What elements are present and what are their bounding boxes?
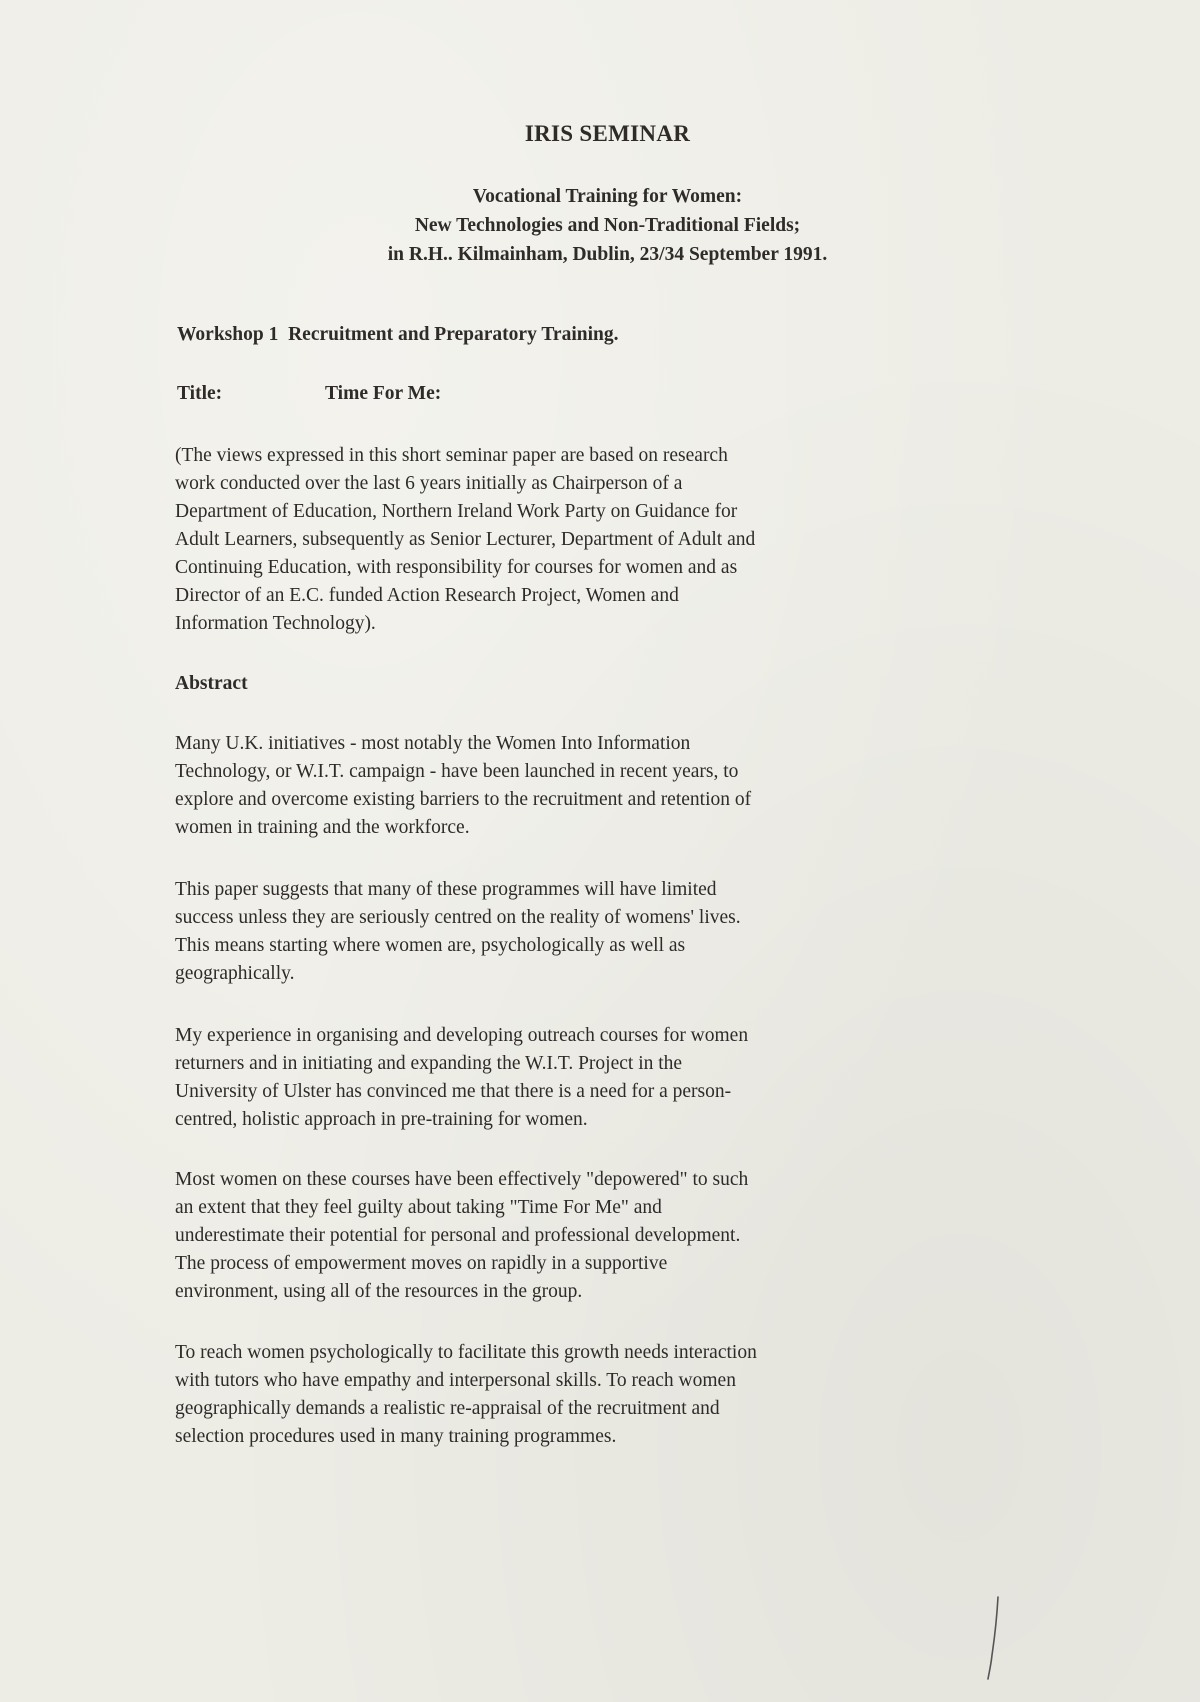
paper-title-label: Title: (177, 383, 223, 404)
body-paragraph (175, 876, 1055, 988)
text-line: underestimate their potential for personal and professional development. (175, 1225, 741, 1246)
text-line: centred, holistic approach in pre-training for women. (175, 1109, 588, 1130)
subtitle-line: in R.H.. Kilmainham, Dublin, 23/34 September 1991. (387, 244, 828, 265)
text-line: My experience in organising and developing outreach courses for women (175, 1025, 749, 1046)
body-paragraph (175, 1166, 1055, 1306)
abstract-heading: Abstract (175, 673, 248, 694)
workshop-text: Recruitment and Preparatory Training. (288, 324, 619, 345)
text-line: Department of Education, Northern Ireland Work Party on Guidance for (175, 501, 738, 522)
text-line: Continuing Education, with responsibility for courses for women and as (175, 557, 738, 578)
text-line: geographically demands a realistic re-appraisal of the recruitment and (175, 1398, 720, 1419)
text-line: To reach women psychologically to facilitate this growth needs interaction (175, 1342, 757, 1363)
text-line: Information Technology). (175, 613, 376, 634)
text-line: Most women on these courses have been effectively "depowered" to such (175, 1169, 749, 1190)
text-line: (The views expressed in this short seminar paper are based on research (175, 445, 728, 466)
body-paragraph (175, 1022, 1055, 1134)
document-subtitle (0, 182, 1200, 269)
text-line: This means starting where women are, psychologically as well as (175, 935, 686, 956)
text-line: selection procedures used in many training programmes. (175, 1426, 617, 1447)
subtitle-line: Vocational Training for Women: (472, 186, 743, 207)
workshop-label: Workshop 1 (177, 324, 279, 345)
text-line: work conducted over the last 6 years initially as Chairperson of a (175, 473, 683, 494)
text-line: explore and overcome existing barriers to the recruitment and retention of (175, 789, 752, 810)
text-line: an extent that they feel guilty about taking "Time For Me" and (175, 1197, 662, 1218)
text-line: University of Ulster has convinced me that there is a need for a person- (175, 1081, 732, 1102)
text-line: Adult Learners, subsequently as Senior Lecturer, Department of Adult and (175, 529, 756, 550)
text-line: women in training and the workforce. (175, 817, 470, 838)
paper-title-row (177, 383, 441, 405)
pen-mark (984, 1595, 1002, 1681)
text-line: Director of an E.C. funded Action Research Project, Women and (175, 585, 679, 606)
text-line: returners and in initiating and expanding the W.I.T. Project in the (175, 1053, 683, 1074)
document-title: IRIS SEMINAR (524, 121, 691, 146)
body-paragraph (175, 730, 1055, 842)
text-line: with tutors who have empathy and interpersonal skills. To reach women (175, 1370, 736, 1391)
subtitle-line: New Technologies and Non-Traditional Fields; (414, 215, 801, 236)
workshop-heading (177, 324, 618, 346)
intro-paragraph (175, 442, 1055, 638)
text-line: geographically. (175, 963, 295, 984)
text-line: The process of empowerment moves on rapidly in a supportive (175, 1253, 668, 1274)
text-line: This paper suggests that many of these programmes will have limited (175, 879, 717, 900)
body-paragraph (175, 1339, 1055, 1451)
text-line: Many U.K. initiatives - most notably the Women Into Information (175, 733, 691, 754)
text-line: environment, using all of the resources in the group. (175, 1281, 583, 1302)
paper-title-value: Time For Me: (325, 383, 442, 404)
text-line: success unless they are seriously centred on the reality of womens' lives. (175, 907, 741, 928)
text-line: Technology, or W.I.T. campaign - have been launched in recent years, to (175, 761, 739, 782)
